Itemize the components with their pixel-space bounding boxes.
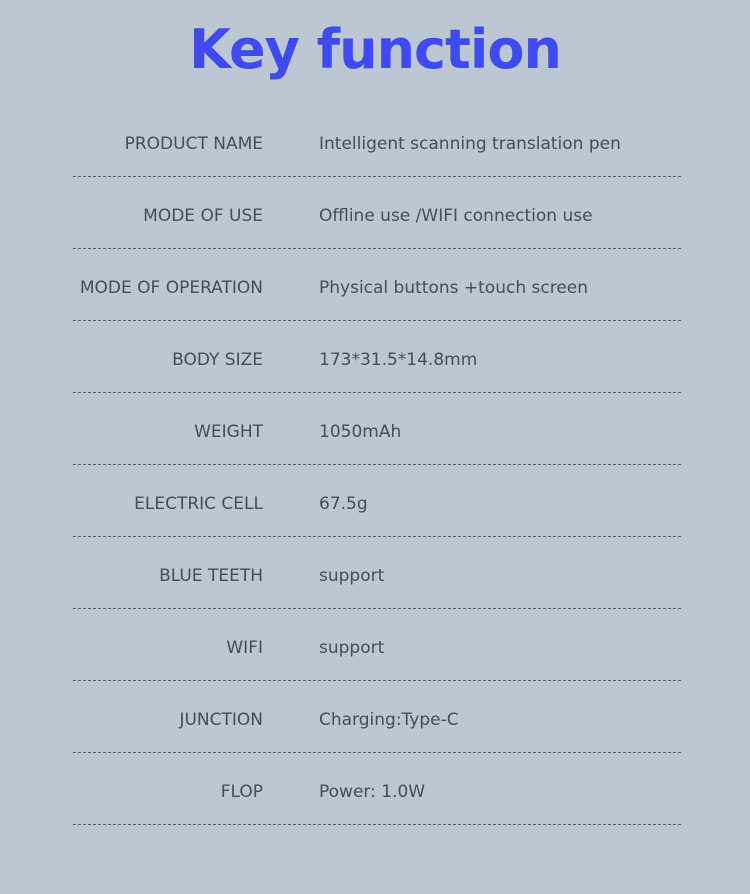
row-divider (73, 392, 681, 393)
row-divider (73, 752, 681, 753)
row-divider (73, 248, 681, 249)
spec-value: Physical buttons +touch screen (319, 278, 589, 298)
spec-value: Charging:Type-C (319, 710, 459, 730)
spec-label: MODE OF OPERATION (79, 278, 263, 298)
spec-label: MODE OF USE (143, 206, 263, 226)
spec-row-wifi (0, 612, 750, 684)
spec-value: Offline use /WIFI connection use (319, 206, 593, 226)
spec-label: FLOP (220, 782, 263, 802)
row-divider (73, 176, 681, 177)
spec-value: 173*31.5*14.8mm (319, 350, 478, 370)
spec-label: WIFI (226, 638, 263, 658)
row-divider (73, 464, 681, 465)
spec-row-blue-teeth (0, 540, 750, 612)
spec-label: BLUE TEETH (159, 566, 263, 586)
spec-row-mode-of-operation (0, 252, 750, 324)
spec-row-mode-of-use (0, 180, 750, 252)
spec-table (0, 108, 750, 828)
spec-value: Intelligent scanning translation pen (319, 134, 621, 154)
spec-value: support (319, 566, 385, 586)
page-title: Key function (189, 18, 561, 81)
spec-row-product-name (0, 108, 750, 180)
spec-label: JUNCTION (179, 710, 263, 730)
spec-row-body-size (0, 324, 750, 396)
spec-row-flop (0, 756, 750, 828)
row-divider (73, 536, 681, 537)
row-divider (73, 824, 681, 825)
row-divider (73, 320, 681, 321)
spec-value: 1050mAh (319, 422, 402, 442)
spec-label: WEIGHT (194, 422, 263, 442)
spec-row-weight (0, 396, 750, 468)
spec-label: BODY SIZE (172, 350, 263, 370)
spec-value: Power: 1.0W (319, 782, 426, 802)
spec-row-junction (0, 684, 750, 756)
row-divider (73, 608, 681, 609)
row-divider (73, 680, 681, 681)
spec-label: ELECTRIC CELL (134, 494, 263, 514)
spec-row-electric-cell (0, 468, 750, 540)
spec-value: support (319, 638, 385, 658)
spec-label: PRODUCT NAME (124, 134, 263, 154)
spec-value: 67.5g (319, 494, 368, 514)
